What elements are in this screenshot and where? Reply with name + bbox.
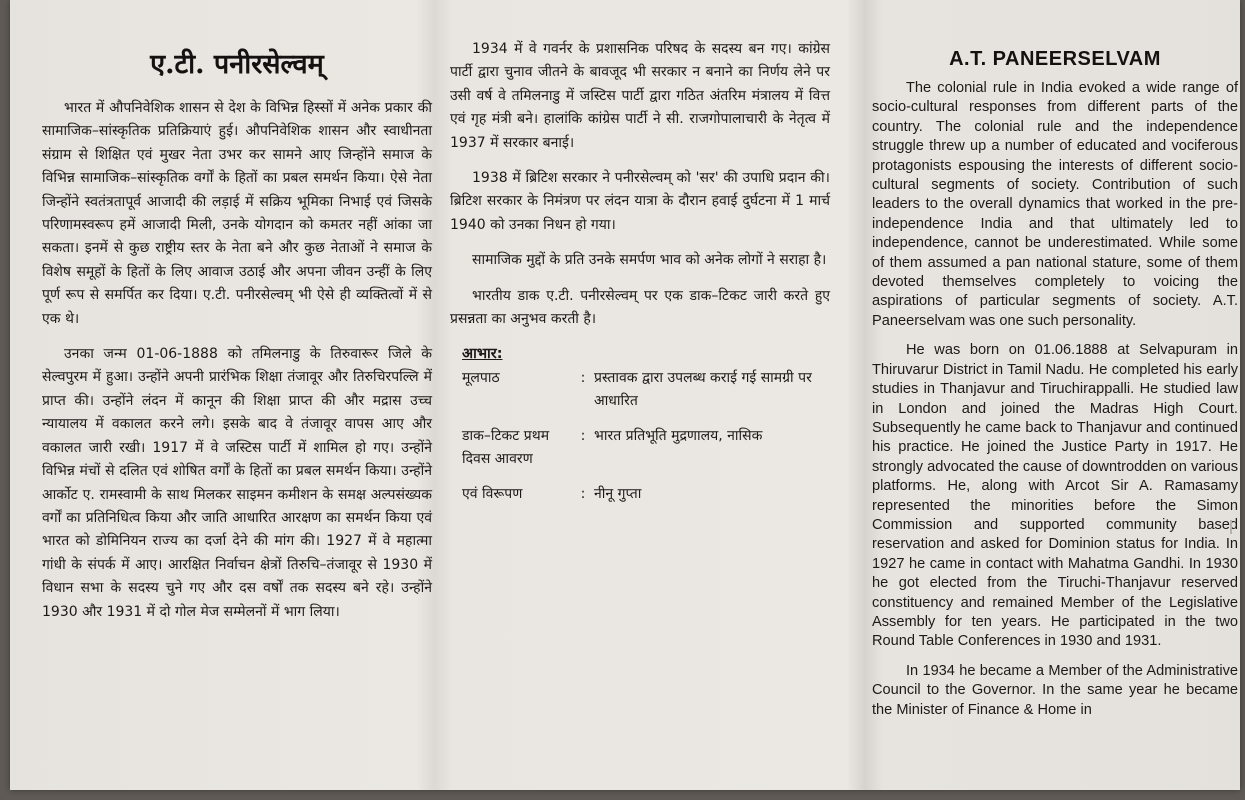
fold-mark [1230,520,1238,534]
acknowledgement-separator: : [580,370,586,387]
hindi-paragraph-1934: 1934 में वे गवर्नर के प्रशासनिक परिषद के सदस्य बन गए। कांग्रेस पार्टी द्वारा चुनाव जीतने के बावजूद भी सरकार न बनाने का निर्णय लेने पर उसी वर्ष वे तमिलनाडु में जस्टिस पार्टी द्वारा गठित अंतरिम मंत्रालय में वित्त एवं गृह मंत्री बने। हालांकि कांग्रेस पार्टी ने सी. राजगोपालाचारी के नेतृत्व में 1937 में सरकार बनाई। [450,41,830,151]
hindi-paragraph-stamp-release: भारतीय डाक ए.टी. पनीरसेल्वम् पर एक डाक–टिकट जारी करते हुए प्रसन्नता का अनुभव करती है। [450,287,830,328]
hindi-paragraph-biography: उनका जन्म 01-06-1888 को तमिलनाडु के तिरुवारूर जिले के सेल्वपुरम में हुआ। उन्होंने अपनी प्रारंभिक शिक्षा तंजावूर और तिरुचिरपल्लि में प्राप्त की। उन्होंने लंदन में कानून की शिक्षा प्राप्त की और मद्रास उच्च न्यायालय में वकालत करने लगे। इसके बाद वे तंजावूर वापस आए और वकालत जारी रखी। 1917 में वे जस्टिस पार्टी में शामिल हो गए। उन्होंने विभिन्न मंचों से दलित एवं शोषित वर्गों के हितों का प्रबल समर्थन किया। उन्होंने आर्कोट ए. रामस्वामी के साथ मिलकर साइमन कमीशन के समक्ष अल्पसंख्यक वर्गों का प्रतिनिधित्व किया और जाति आधारित आरक्षण का समर्थन किया एवं भारत को डोमिनियन राज्य का दर्जा देने की मांग की। 1927 में वे महात्मा गांधी के संपर्क में आए। आरक्षित निर्वाचन क्षेत्रों तिरुचि–तंजावूर से 1930 में विधान सभा के सदस्य चुने गए और दस वर्षों तक सदस्य बने रहे। उन्होंने 1930 और 1931 में दो गोल मेज सम्मेलनों में भाग लिया। [42,346,432,620]
acknowledgement-value: प्रस्तावक द्वारा उपलब्ध कराई गई सामग्री पर आधारित [594,370,812,410]
acknowledgement-separator: : [580,428,586,445]
hindi-paragraph-tribute: सामाजिक मुद्दों के प्रति उनके समर्पण भाव को अनेक लोगों ने सराहा है। [472,252,827,269]
hindi-paragraph-intro: भारत में औपनिवेशिक शासन से देश के विभिन्न हिस्सों में अनेक प्रकार की सामाजिक–सांस्कृतिक प्रतिक्रियाएं हुई। औपनिवेशिक शासन और स्वाधीनता संग्राम से शिक्षित एवं मुखर नेता उभर कर सामने आए जिन्होंने समाज के विभिन्न सामाजिक–सांस्कृतिक वर्गों के हितों का प्रबल समर्थन किया। ऐसे नेता जिन्होंने स्वतंत्रतापूर्व आजादी की लड़ाई में सक्रिय भूमिका निभाई एवं जिसके परिणामस्वरूप हमें आजादी मिली, उनके योगदान को कमतर नहीं आंका जा सकता। इनमें से कुछ राष्ट्रीय स्तर के नेता बने और कुछ नेताओं ने समाज के विशेष समूहों के हितों के लिए आवाज उठाई और अपना जीवन उन्हीं के लिए पूर्ण रूप से समर्पित कर दिया। ए.टी. पनीरसेल्वम् भी ऐसे ही व्यक्तित्वों में से एक थे। [42,100,432,327]
english-column [872,0,1238,730]
acknowledgement-value: नीनू गुप्ता [594,486,642,503]
acknowledgement-value: भारत प्रतिभूति मुद्रणालय, नासिक [594,428,763,445]
english-paragraph-biography: He was born on 01.06.1888 at Selvapuram in Thiruvarur District in Tamil Nadu. He completed his early studies in Thanjavur and Tiruchirappalli. He studied law in London and joined the Madras High Court. Subsequently he came back to Thanjavur and continued his practice. He joined the Justice Party in 1917. He strongly advocated the cause of downtrodden on various platforms. He, along with Arcot Sir A. Ramasamy represented the minorities before the Simon Commission and supported community based reservation and asked for Dominion status for India. In 1927 he came in contact with Mahatma Gandhi. In 1930 he got elected from the Tiruchi-Thanjavur reserved constituency and remained Member of the Legislative Assembly for ten years. He participated in the two Round Table Conferences in 1930 and 1931. [872,342,1238,650]
hindi-paragraph-1938: 1938 में ब्रिटिश सरकार ने पनीरसेल्वम् को 'सर' की उपाधि प्रदान की। ब्रिटिश सरकार के निमंत्रण पर लंदन यात्रा के दौरान हवाई दुर्घटना में 1 मार्च 1940 को उनका निधन हो गया। [450,170,830,233]
acknowledgement-key: डाक–टिकट प्रथम दिवस आवरण [462,428,550,468]
hindi-title: ए.टी. पनीरसेल्वम् [150,49,324,80]
hindi-column-left [42,0,432,636]
acknowledgement-heading: आभार: [462,346,503,363]
hindi-column-right [450,0,830,518]
english-title: A.T. PANEERSELVAM [949,48,1161,70]
acknowledgement-key: एवं विरूपण [462,486,523,503]
acknowledgement-row [462,483,819,518]
acknowledgement-row [462,367,819,425]
brochure-sheet [10,0,1240,790]
acknowledgement-separator: : [580,486,586,503]
acknowledgement-row [462,425,819,483]
acknowledgement-key: मूलपाठ [462,370,500,387]
english-paragraph-1934: In 1934 he became a Member of the Administrative Council to the Governor. In the same year he became the Minister of Finance & Home in [872,662,1238,718]
english-paragraph-intro: The colonial rule in India evoked a wide range of socio-cultural responses from different parts of the country. The colonial rule and the independence struggle threw up a number of educated and vociferous protagonists espousing the interests of different socio-cultural segments of society. Contribution of such leaders to the overall dynamics that worked in the pre-independence India and that ultimately led to independence, cannot be underestimated. While some of them assumed a pan national stature, some of them devoted themselves completely to voicing the aspirations of particular segments of society. A.T. Paneerselvam was one such personality. [872,80,1238,329]
acknowledgement-table [462,367,819,518]
